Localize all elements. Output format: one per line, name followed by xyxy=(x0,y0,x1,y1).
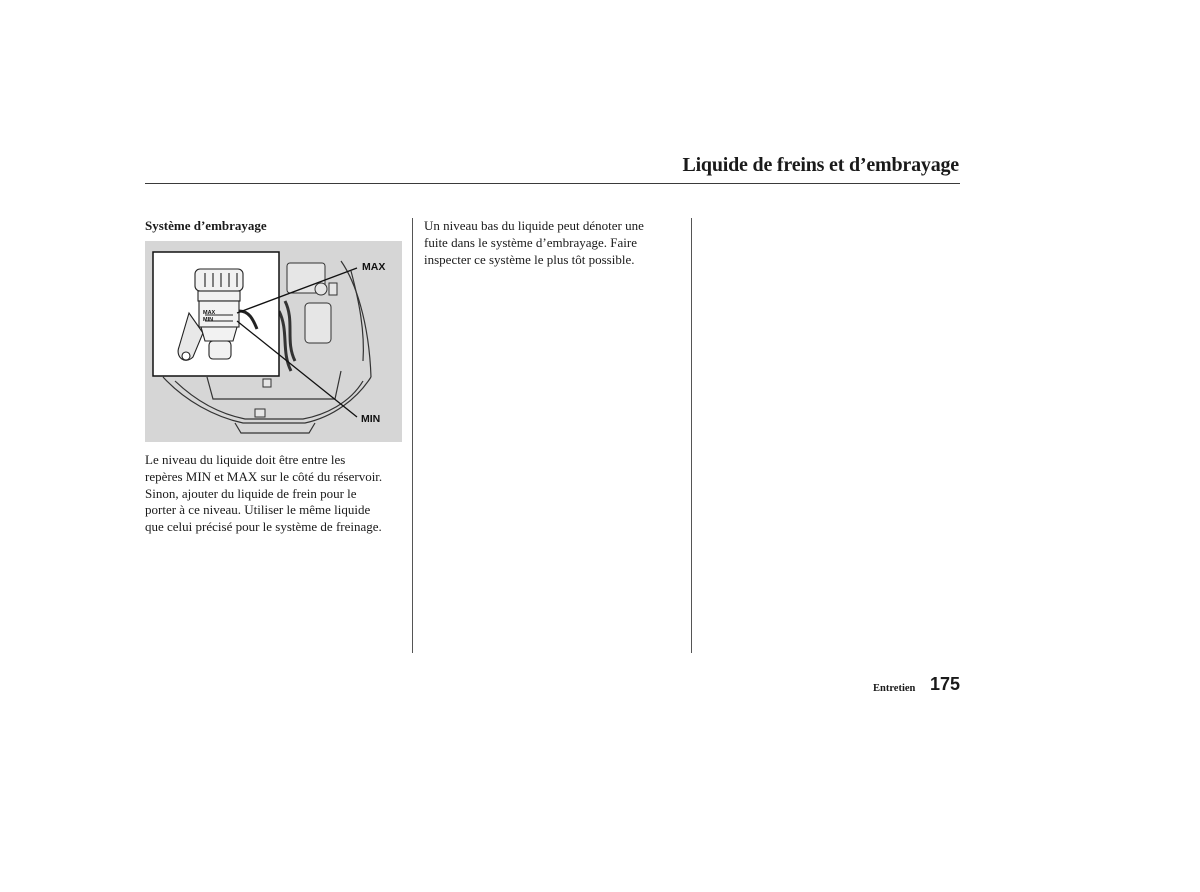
max-label: MAX xyxy=(362,261,386,273)
page-number: 175 xyxy=(930,674,961,694)
section-heading: Système d’embrayage xyxy=(145,218,267,233)
title-rule xyxy=(145,183,960,184)
footer-section-label: Entretien xyxy=(873,683,916,694)
reservoir-mark-min: MIN xyxy=(203,317,214,323)
page-title: Liquide de freins et d’embrayage xyxy=(682,154,959,176)
column-divider-left xyxy=(412,218,413,653)
min-label: MIN xyxy=(361,413,381,425)
clutch-reservoir-illustration xyxy=(145,241,402,442)
column-divider-right xyxy=(691,218,692,653)
reservoir-mark-max: MAX xyxy=(203,310,216,316)
middle-paragraph: Un niveau bas du liquide peut dénoter une fuite dans le système d’embrayage. Faire inspecter ce système le plus tôt possible. xyxy=(424,218,644,267)
left-paragraph: Le niveau du liquide doit être entre les repères MIN et MAX sur le côté du réservoir. Sinon, ajouter du liquide de frein pour le porter à ce niveau. Utiliser le même liquide que celui précisé pour le système de freinage. xyxy=(145,452,383,535)
